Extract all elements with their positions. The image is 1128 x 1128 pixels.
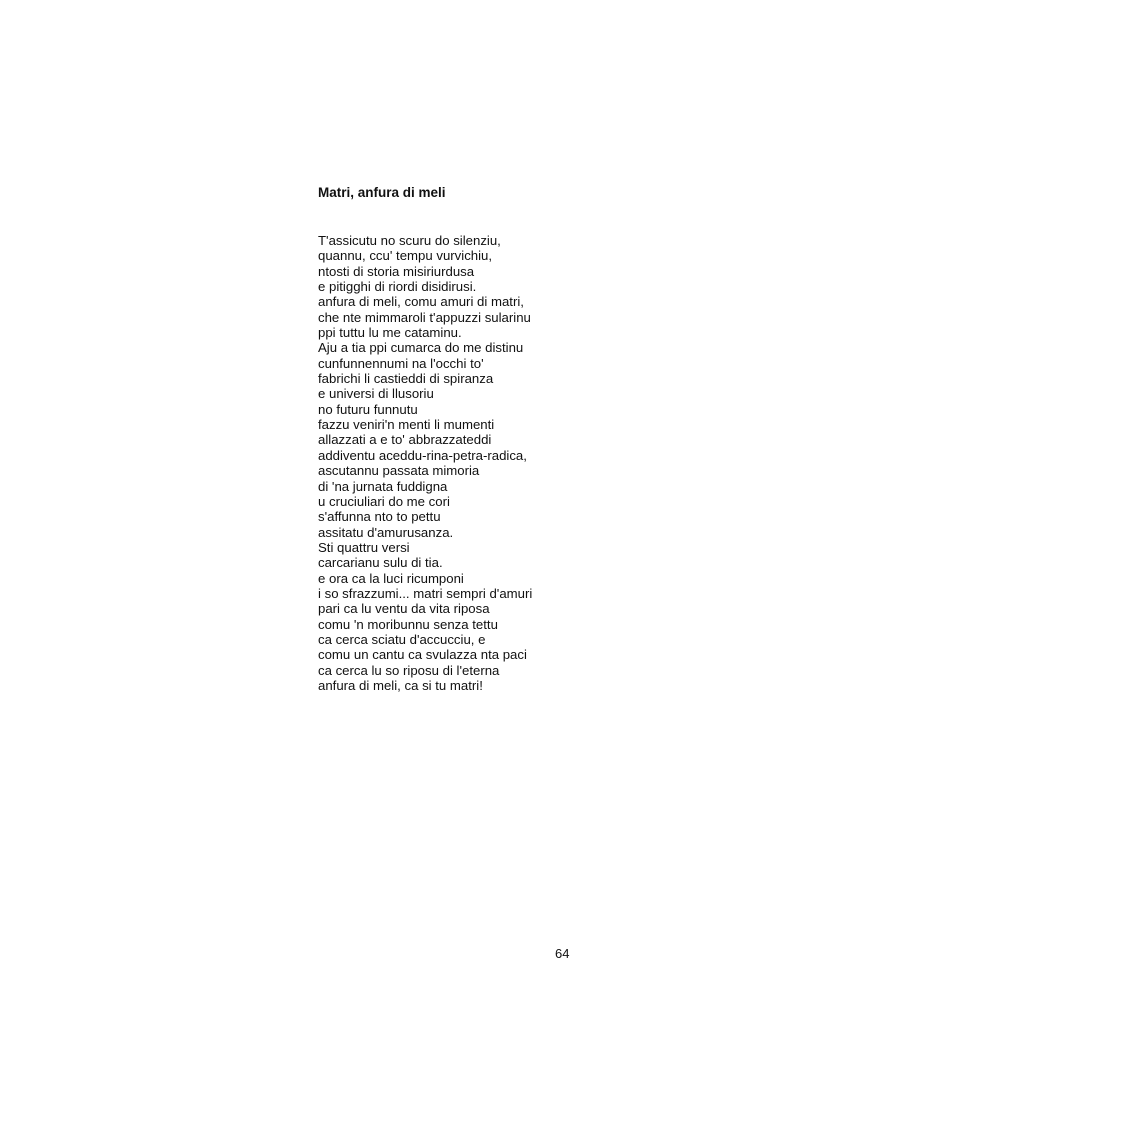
- poem-line: anfura di meli, ca si tu matri!: [318, 677, 483, 693]
- poem-line: e pitigghi di riordi disidirusi.: [318, 279, 477, 295]
- poem-line: ca cerca sciatu d'accucciu, e: [318, 631, 486, 647]
- poem-line: fazzu veniri'n menti li mumenti: [318, 417, 495, 433]
- poem-line: ntosti di storia misiriurdusa: [318, 263, 475, 279]
- poem-line: anfura di meli, comu amuri di matri,: [318, 294, 524, 310]
- poem-line: i so sfrazzumi... matri sempri d'amuri: [318, 585, 533, 601]
- poem-line: ppi tuttu lu me cataminu.: [318, 325, 462, 341]
- poem-line: fabrichi li castieddi di spiranza: [318, 371, 494, 387]
- poem-line: u cruciuliari do me cori: [318, 493, 450, 509]
- poem-line: s'affunna nto to pettu: [318, 509, 441, 525]
- poem-line: addiventu aceddu-rina-petra-radica,: [318, 447, 527, 463]
- poem-body: [318, 233, 532, 693]
- poem-line: comu 'n moribunnu senza tettu: [318, 616, 498, 632]
- poem-line: cunfunnennumi na l'occhi to': [318, 355, 484, 371]
- poem-line: e ora ca la luci ricumponi: [318, 570, 464, 586]
- poem-line: T'assicutu no scuru do silenziu,: [318, 233, 501, 248]
- poem-line: ca cerca lu so riposu di l'eterna: [318, 662, 500, 678]
- poem-line: allazzati a e to' abbrazzateddi: [318, 432, 492, 448]
- poem-line: Aju a tia ppi cumarca do me distinu: [318, 340, 524, 356]
- poem-line: pari ca lu ventu da vita riposa: [318, 601, 490, 617]
- poem-line: Sti quattru versi: [318, 539, 410, 555]
- poem-line: carcarianu sulu di tia.: [318, 555, 443, 571]
- poem-line: assitatu d'amurusanza.: [318, 524, 454, 540]
- poem-line: di 'na jurnata fuddigna: [318, 478, 448, 494]
- poem-line: quannu, ccu' tempu vurvichiu,: [318, 248, 493, 264]
- poem-title: Matri, anfura di meli: [318, 185, 446, 200]
- poem-line: no futuru funnutu: [318, 401, 418, 417]
- poem-line: comu un cantu ca svulazza nta paci: [318, 647, 527, 663]
- page-number: 64: [555, 946, 570, 961]
- poem-line: che nte mimmaroli t'appuzzi sularinu: [318, 309, 531, 325]
- poem-line: ascutannu passata mimoria: [318, 463, 480, 479]
- poem-line: e universi di llusoriu: [318, 386, 434, 402]
